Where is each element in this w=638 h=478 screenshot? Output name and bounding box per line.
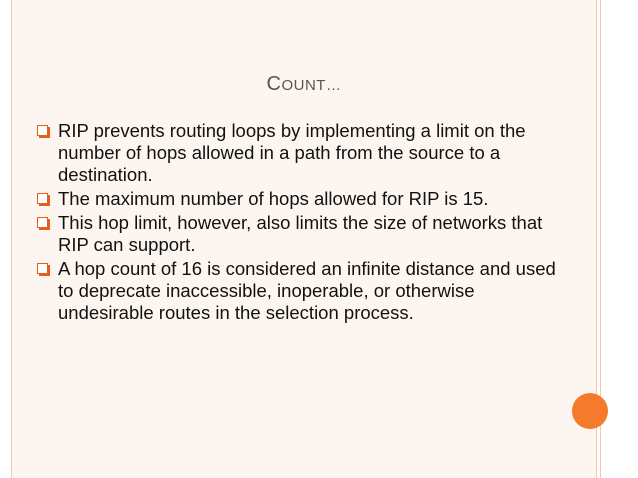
square-bullet-icon [37, 263, 48, 274]
list-item [36, 212, 556, 256]
title-ellipsis: … [325, 77, 342, 94]
bullet-text: The maximum number of hops allowed for RIP is 15. [58, 188, 489, 209]
list-item [36, 258, 556, 324]
bullet-list [36, 120, 556, 326]
list-item [36, 120, 556, 186]
orange-circle-icon [572, 393, 608, 429]
title-rest: OUNT [281, 77, 326, 94]
bullet-text: RIP prevents routing loops by implementing a limit on the number of hops allowed in a path from the source to a destination. [58, 120, 526, 185]
slide-title [11, 72, 597, 98]
square-bullet-icon [37, 125, 48, 136]
bullet-text: A hop count of 16 is considered an infinite distance and used to deprecate inaccessible, inoperable, or otherwise undesirable routes in the selection process. [58, 258, 556, 323]
list-item [36, 188, 556, 210]
square-bullet-icon [37, 217, 48, 228]
bullet-text: This hop limit, however, also limits the size of networks that RIP can support. [58, 212, 543, 255]
square-bullet-icon [37, 193, 48, 204]
title-initial: C [266, 73, 282, 95]
